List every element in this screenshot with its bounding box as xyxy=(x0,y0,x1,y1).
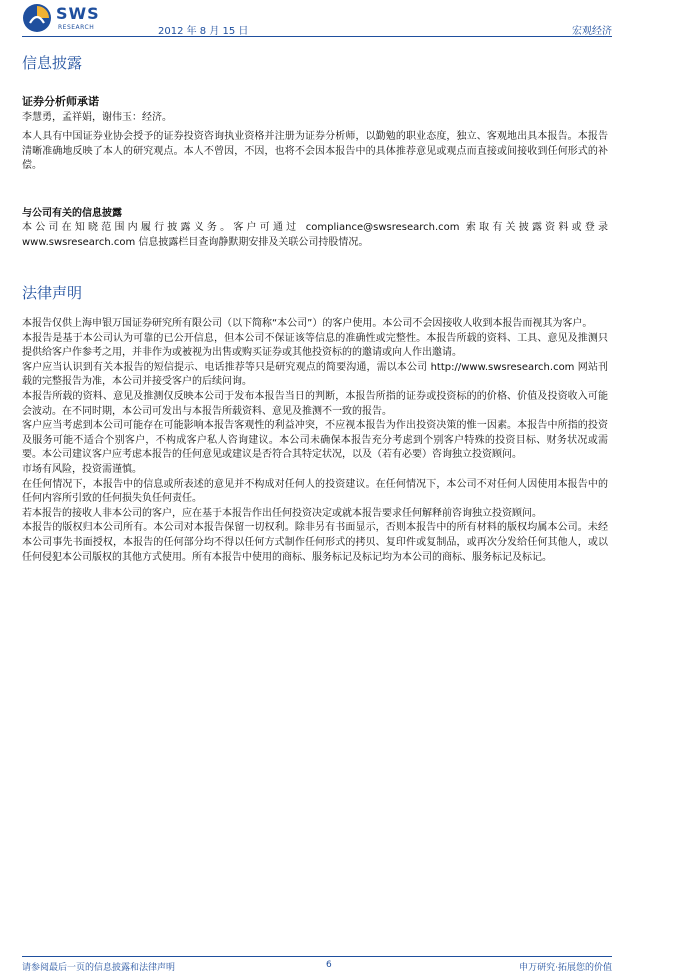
legal-paragraph: 客户应当认识到有关本报告的短信提示、电话推荐等只是研究观点的简要沟通，需以本公司 http://www.swsresearch.com 网站刊载的完整报告为准，本公司并接受客户的后续问询。 xyxy=(22,361,608,388)
legal-paragraph: 本报告所载的资料、意见及推测仅反映本公司于发布本报告当日的判断，本报告所指的证券或投资标的的价格、价值及投资收入可能会波动。在不同时期，本公司可发出与本报告所载资料、意见及推测不一致的报告。 xyxy=(22,390,608,417)
report-date: 2012 年 8 月 15 日 xyxy=(158,26,249,37)
analyst-commitment-heading: 证券分析师承诺 xyxy=(22,95,99,108)
sws-logo xyxy=(22,3,142,37)
analyst-commitment-text: 本人具有中国证券业协会授予的证券投资咨询执业资格并注册为证券分析师，以勤勉的职业态度，独立、客观地出具本报告。本报告清晰准确地反映了本人的研究观点。本人不曾因，不因，也将不会因本报告中的具体推荐意见或观点而直接或间接收到任何形式的补偿。 xyxy=(22,131,608,172)
sws-logo-icon xyxy=(22,3,52,33)
footer-slogan: 申万研究·拓展您的价值 xyxy=(519,963,612,973)
analyst-names: 李慧勇，孟祥娟，谢伟玉：经济。 xyxy=(22,112,172,123)
legal-title: 法律声明 xyxy=(22,284,83,302)
legal-body xyxy=(22,317,608,565)
legal-paragraph: 本报告的版权归本公司所有。本公司对本报告保留一切权利。除非另有书面显示，否则本报告中的所有材料的版权均属本公司。未经本公司事先书面授权，本报告的任何部分均不得以任何方式制作任何形式的拷贝、复印件或复制品，或再次分发给任何其他人，或以任何侵犯本公司版权的其他方式使用。所有本报告中使用的商标、服务标记及标记均为本公司的商标、服务标记及标记。 xyxy=(22,522,608,563)
legal-paragraph: 若本报告的接收人非本公司的客户，应在基于本报告作出任何投资决定或就本报告要求任何解释前咨询独立投资顾问。 xyxy=(22,507,542,519)
company-disclosure-heading: 与公司有关的信息披露 xyxy=(22,208,122,219)
legal-paragraph: 客户应当考虑到本公司可能存在可能影响本报告客观性的利益冲突，不应视本报告为作出投资决策的惟一因素。本报告中所指的投资及服务可能不适合个别客户，不构成客户私人咨询建议。本公司未确保本报告充分考虑到个别客户特殊的投资目标、财务状况或需要。本公司建议客户应考虑本报告的任何意见或建议是否符合其特定状况，以及（若有必要）咨询独立投资顾问。 xyxy=(22,420,608,461)
header-divider xyxy=(22,36,612,37)
legal-paragraph: 本报告仅供上海申银万国证券研究所有限公司（以下简称“本公司”）的客户使用。本公司不会因接收人收到本报告而视其为客户。 xyxy=(22,318,593,329)
page-number: 6 xyxy=(326,960,332,970)
footer-divider xyxy=(22,956,612,957)
legal-paragraph: 市场有风险，投资需谨慎。 xyxy=(22,463,142,475)
company-disclosure-text: 本公司在知晓范围内履行披露义务。客户可通过 compliance@swsresearch.com 索取有关披露资料或登录 www.swsresearch.com 信息披露栏目查询静默期安排及关联公司持股情况。 xyxy=(22,222,608,248)
legal-paragraph: 在任何情况下，本报告中的信息或所表述的意见并不构成对任何人的投资建议。在任何情况下，本公司不对任何人因使用本报告中的任何内容所引致的任何损失负任何责任。 xyxy=(22,478,608,505)
logo-text: SWS xyxy=(56,4,100,23)
logo-subtext: RESEARCH xyxy=(58,24,95,31)
disclosure-title: 信息披露 xyxy=(22,54,83,72)
legal-paragraph: 本报告是基于本公司认为可靠的已公开信息，但本公司不保证该等信息的准确性或完整性。本报告所载的资料、工具、意见及推测只提供给客户作参考之用，并非作为或被视为出售或购买证券或其他投资标的的邀请或向人作出邀请。 xyxy=(22,332,608,359)
footer-disclaimer-note: 请参阅最后一页的信息披露和法律声明 xyxy=(22,963,176,973)
page-header xyxy=(0,0,700,40)
report-category: 宏观经济 xyxy=(572,26,612,37)
